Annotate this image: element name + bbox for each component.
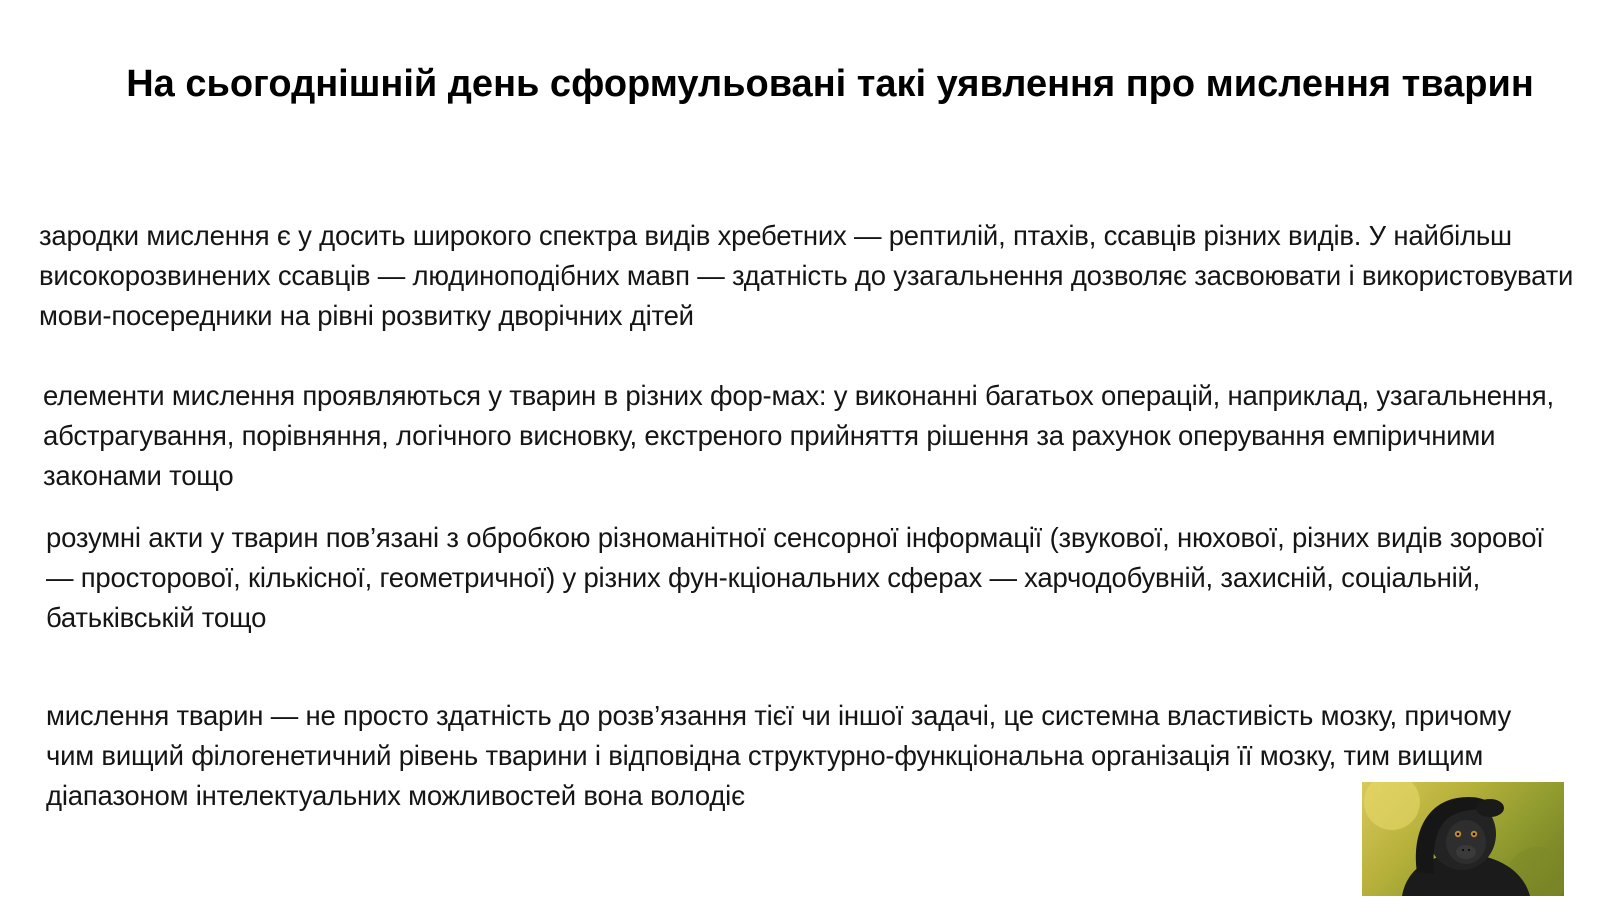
paragraph-thinking-origins: зародки мислення є у досить широкого спектра видів хребетних — рептилій, птахів, ссавців різних видів. У найбільш високорозвинених ссавців — людиноподібних мавп — здатність до узагальнення дозволяє засвоювати і використовувати мови-посередники на рівні розвитку дворічних дітей: [39, 220, 1574, 331]
paragraph-animal-thinking-system: мислення тварин — не просто здатність до розв’язання тієї чи іншої задачі, це системна властивість мозку, причому чим вищий філогенетичний рівень тварини і відповідна структурно-функціональна організація її мозку, тим вищим діапазоном інтелектуальних можливостей вона володіє: [46, 700, 1512, 811]
monkey-photo: [1362, 782, 1564, 896]
monkey-thinking-icon: [1362, 782, 1564, 896]
paragraph-thinking-elements: елементи мислення проявляються у тварин в різних фор-мах: у виконанні багатьох операцій, наприклад, узагальнення, абстрагування, порівняння, логічного висновку, екстреного прийняття рішення за рахунок оперування емпіричними законами тощо: [43, 380, 1554, 491]
slide-title: На сьогоднішній день сформульовані такі уявлення про мислення тварин: [126, 63, 1534, 105]
paragraph-intelligent-acts: розумні акти у тварин пов’язані з обробкою різноманітної сенсорної інформації (звукової, нюхової, різних видів зорової — просторової, кількісної, геометричної) у різних фун-кціональних сферах — харчодобувній, захисній, соціальній, батьківській тощо: [46, 522, 1544, 633]
